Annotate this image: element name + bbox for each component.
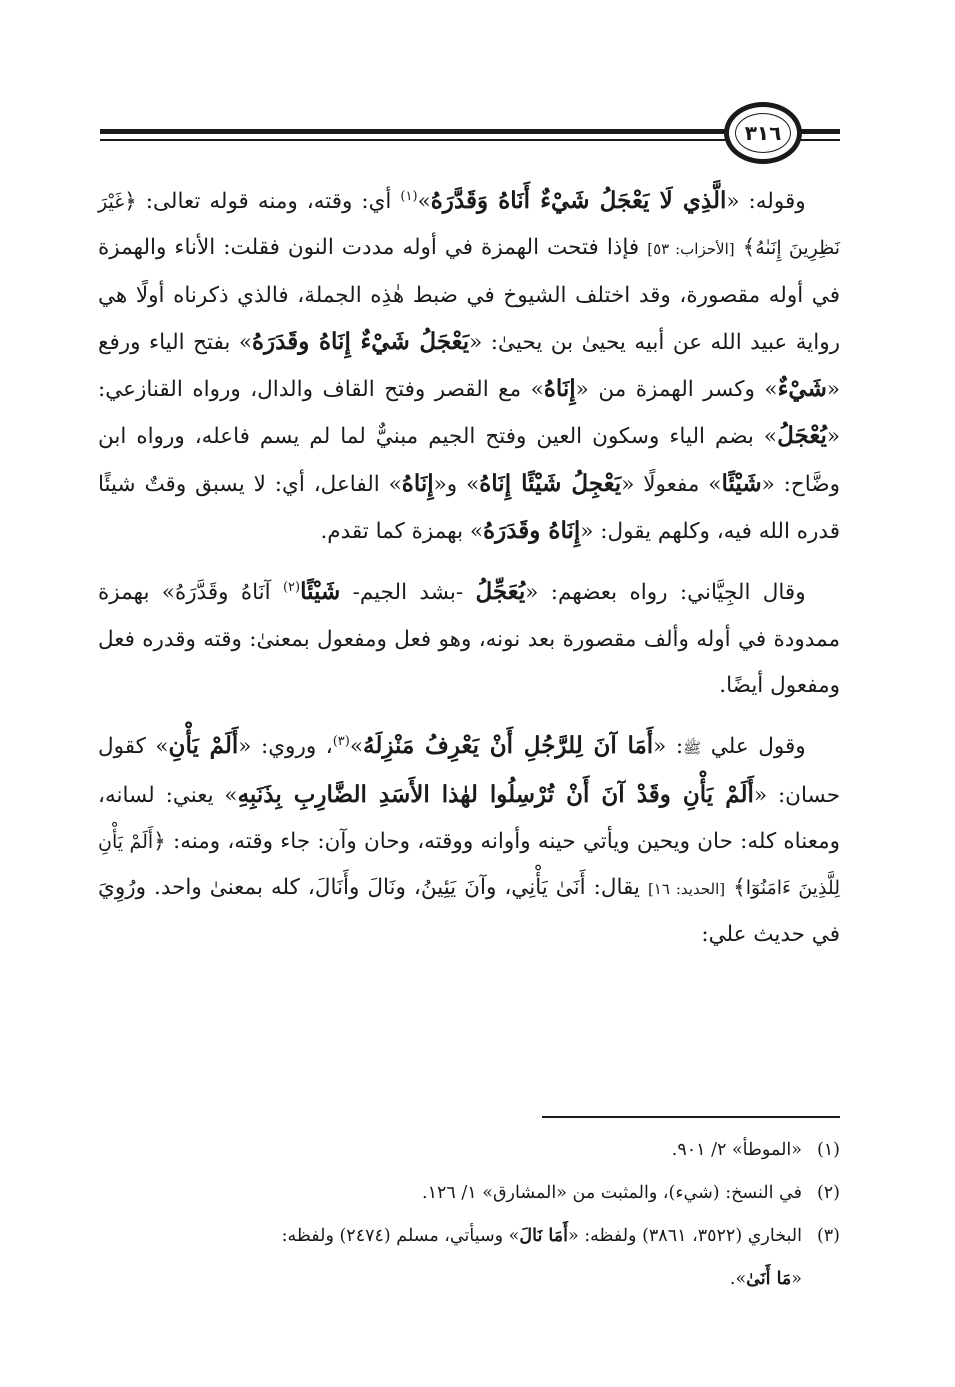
- hadith-quote: الَّذِي لَا يَعْجَلُ شَيْءٌ أَنَاهُ وَقَدَّرَهُ: [430, 187, 727, 214]
- honorific-glyph: ﷺ: [683, 739, 702, 758]
- footnote-quote: مَا أَنَىٰ: [746, 1269, 792, 1289]
- footnote-text: «: [791, 1269, 802, 1289]
- paragraph-2: [98, 569, 840, 709]
- footnote-text: البخاري (٣٥٢٢، ٣٨٦١) ولفظه: «: [567, 1226, 802, 1246]
- text-run: -بشد الجيم-: [340, 580, 476, 606]
- header-rule-tail: [800, 129, 840, 141]
- footnote-3-continuation: [98, 1261, 840, 1297]
- text-run: »: [349, 734, 363, 760]
- hadith-quote: إِنَاهُ: [401, 469, 434, 497]
- header-rule-thick: [100, 129, 770, 134]
- footnote-ref-3[interactable]: (٣): [332, 734, 350, 750]
- text-run: ﴾: [725, 875, 746, 901]
- paragraph-1: [98, 178, 840, 555]
- text-run: » كقول حسان: «: [98, 734, 840, 808]
- footnote-3: [98, 1218, 840, 1254]
- page-header: [100, 100, 840, 170]
- footnote-text: «الموطأ» ٢/ ٩٠١.: [671, 1140, 802, 1160]
- footnote-number: (١): [816, 1140, 840, 1160]
- page-number: ٣١٦: [744, 121, 782, 145]
- footnotes: [98, 1132, 840, 1297]
- footnote-number: (٢): [816, 1183, 840, 1203]
- text-run: » وكسر الهمزة من «: [575, 377, 778, 403]
- text-run: ﴾: [734, 235, 756, 261]
- footnote-text: » وسيأتي، مسلم (٢٤٧٤) ولفظه:: [281, 1226, 520, 1246]
- hadith-quote: إِنَاهُ: [543, 375, 576, 403]
- text-run: يقال: أَنَىٰ يَأْنِي، وآنَ يَئِينُ، ونَالَ وأَنَالَ، كله بمعنىٰ واحد. ورُوِيَ في حديث علي:: [98, 875, 840, 948]
- text-run: : «: [653, 734, 684, 760]
- text-run: » بفتح الياء ورفع «: [98, 329, 840, 403]
- body-text: [98, 178, 840, 959]
- text-run: » يعني: لسانه، ومعناه كله: حان ويحين ويأتي حينه وأوانه ووقته، وحان وآن: جاء وقته، ومنه: ﴿: [98, 782, 840, 854]
- footnote-ref-1[interactable]: (١): [400, 188, 418, 204]
- hadith-quote: يُعَجِّلُ: [475, 578, 526, 606]
- text-run: » مع القصر وفتح القاف والدال، ورواه القنازعي: «: [98, 377, 840, 450]
- hadith-quote: يَعْجَلُ شَيْءٌ إِنَاهُ وقَدَرَهُ: [252, 327, 470, 355]
- footnote-2: [98, 1175, 840, 1211]
- text-run: »: [417, 189, 431, 214]
- page-number-badge: [724, 102, 802, 164]
- footnote-quote: أَمَا نَالَ: [519, 1226, 568, 1246]
- poetry-quote: أَلَمْ يَأْنِ وقَدْ آنَ أَنْ تُرْسِلُوا لهٰذا الأَسَدِ الضَّارِبِ بِذَنَبِهِ: [237, 780, 754, 808]
- verse-citation: [الأحزاب: ٥٣]: [647, 240, 735, 259]
- text-run: فإذا فتحت الهمزة في أوله مددت النون فقلت: الأناء والهمزة في أوله مقصورة، وقد اختلف الشيوخ في ضبط هٰذِه الجملة، فالذي ذكرناه أولًا هي رواية عبيد الله عن أبيه يحيىٰ بن يحيىٰ: «: [98, 235, 840, 355]
- text-run: أي: وقته، ومنه قوله تعالى: ﴿: [124, 189, 401, 214]
- text-run: » بهمزة ممدودة في أوله وألف مقصورة بعد نونه، وهو فعل ومفعول بمعنىٰ: وقته وقدره فعل ومفعول أيضًا.: [98, 580, 840, 698]
- hadith-quote: شَيْئًا: [300, 578, 341, 606]
- hadith-quote: يَعْجِلُ شَيْئًا إِنَاهُ: [479, 469, 622, 497]
- footnote-text: في النسخ: (شيء)، والمثبت من «المشارق» ١/ ١٢٦.: [422, 1183, 802, 1203]
- hadith-quote: إِنَاهُ وقَدَرَهُ: [483, 517, 581, 545]
- paragraph-3: [98, 723, 840, 958]
- text-run: وقال الجِيَّاني: رواه بعضهم: «: [525, 580, 806, 606]
- text-run: » و«: [433, 471, 480, 497]
- hadith-quote: أَلَمْ يَأْنِ: [168, 732, 239, 760]
- hadith-quote: يُعْجَلُ: [777, 422, 827, 450]
- hadith-quote: شَيْءٌ: [777, 375, 827, 403]
- footnote-ref-2[interactable]: (٢): [282, 580, 301, 596]
- header-rule-thin: [100, 139, 770, 141]
- footnote-number: (٣): [816, 1226, 840, 1246]
- footnote-1: [98, 1132, 840, 1168]
- verse-citation: [الحديد: ١٦]: [647, 880, 726, 899]
- text-run: ، وروي: «: [238, 734, 333, 760]
- hadith-quote: أَمَا آنَ لِلرَّجُلِ أَنْ يَعْرِفُ مَنْزِلَهُ: [363, 732, 654, 760]
- text-run: وقول علي: [701, 734, 806, 760]
- text-run: » بضم الياء وسكون العين وفتح الجيم مبنيٌّ لما لم يسم فاعله، ورواه ابن وضَّاح: «: [98, 424, 840, 497]
- text-run: آنَاهُ وقَدَّرَهُ: [174, 580, 283, 606]
- text-run: » الفاعل، أي: لا يسبق وقتٌ شيئًا قدره الله فيه، وكلهم يقول: «: [98, 471, 840, 545]
- quran-verse: أَلَمْ يَأْنِ لِلَّذِينَ ءَامَنُوٓا: [98, 830, 840, 900]
- text-run: » بهمزة كما تقدم.: [320, 519, 484, 545]
- footnote-text: ».: [729, 1269, 747, 1289]
- footnote-separator: [542, 1116, 840, 1118]
- quran-verse: غَيْرَ نَظِرِينَ إِنَىٰهُ: [98, 191, 841, 260]
- text-run: وقوله: «: [726, 189, 806, 214]
- hadith-quote: شَيْئًا: [721, 469, 762, 497]
- text-run: » مفعولًا «: [621, 471, 722, 497]
